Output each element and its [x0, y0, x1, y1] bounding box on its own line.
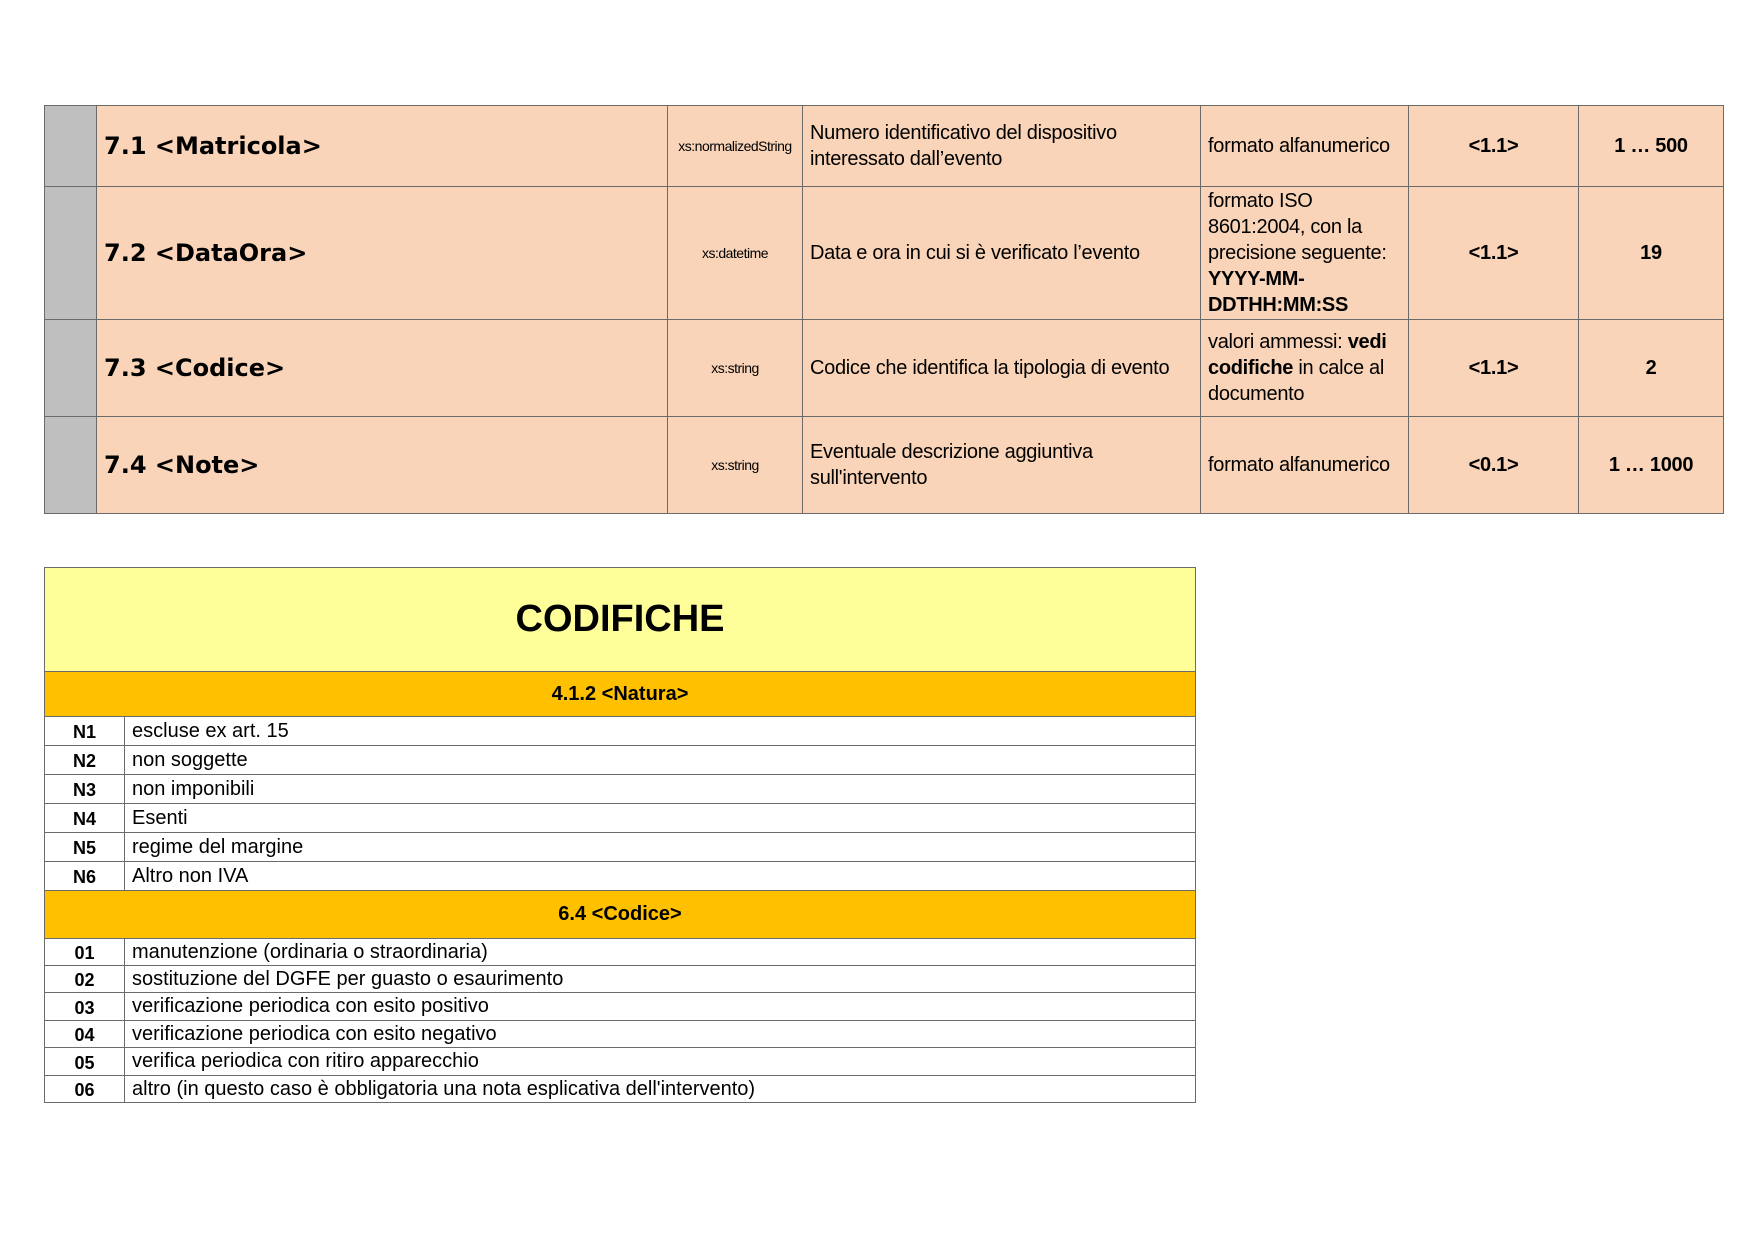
element-description: Codice che identifica la tipologia di evento: [803, 320, 1201, 417]
code-row: [45, 993, 1196, 1021]
code-value: N3: [45, 775, 125, 804]
element-occurrence: <1.1>: [1409, 187, 1579, 320]
element-type: xs:string: [668, 320, 803, 417]
code-value: 04: [45, 1021, 125, 1048]
code-value: 01: [45, 939, 125, 966]
code-value: 05: [45, 1048, 125, 1076]
code-row: [45, 833, 1196, 862]
element-name: 7.4 <Note>: [97, 417, 668, 514]
code-label: non imponibili: [125, 775, 1196, 804]
section-heading: 4.1.2 <Natura>: [45, 672, 1196, 717]
codifiche-table: [44, 567, 1196, 1103]
code-row: [45, 746, 1196, 775]
spec-row: [45, 187, 1724, 320]
code-label: verificazione periodica con esito positivo: [125, 993, 1196, 1021]
code-label: manutenzione (ordinaria o straordinaria): [125, 939, 1196, 966]
element-occurrence: <1.1>: [1409, 106, 1579, 187]
code-row: [45, 939, 1196, 966]
element-description: Numero identificativo del dispositivo interessato dall’evento: [803, 106, 1201, 187]
code-value: N1: [45, 717, 125, 746]
code-row: [45, 966, 1196, 993]
code-value: N5: [45, 833, 125, 862]
element-length: 2: [1579, 320, 1724, 417]
format-text: formato alfanumerico: [1208, 454, 1390, 476]
codifiche-title: CODIFICHE: [45, 568, 1196, 672]
code-label: escluse ex art. 15: [125, 717, 1196, 746]
element-occurrence: <1.1>: [1409, 320, 1579, 417]
code-label: verifica periodica con ritiro apparecchio: [125, 1048, 1196, 1076]
element-name: 7.2 <DataOra>: [97, 187, 668, 320]
element-description: Data e ora in cui si è verificato l’evento: [803, 187, 1201, 320]
spec-row: [45, 106, 1724, 187]
code-label: altro (in questo caso è obbligatoria una nota esplicativa dell'intervento): [125, 1076, 1196, 1103]
element-length: 1 … 1000: [1579, 417, 1724, 514]
element-name: 7.1 <Matricola>: [97, 106, 668, 187]
section-heading: 6.4 <Codice>: [45, 891, 1196, 939]
element-format: [1201, 187, 1409, 320]
element-name: 7.3 <Codice>: [97, 320, 668, 417]
element-occurrence: <0.1>: [1409, 417, 1579, 514]
row-marker: [45, 106, 97, 187]
code-row: [45, 775, 1196, 804]
section-heading-row: [45, 891, 1196, 939]
code-label: regime del margine: [125, 833, 1196, 862]
code-value: 02: [45, 966, 125, 993]
format-emphasis: YYYY-MM-DDTHH:MM:SS: [1208, 268, 1349, 316]
spec-row: [45, 320, 1724, 417]
element-length: 19: [1579, 187, 1724, 320]
row-marker: [45, 187, 97, 320]
element-format: [1201, 106, 1409, 187]
format-text: valori ammessi:: [1208, 331, 1348, 353]
element-description: Eventuale descrizione aggiuntiva sull'intervento: [803, 417, 1201, 514]
spec-table: [44, 105, 1724, 514]
element-format: [1201, 320, 1409, 417]
code-label: verificazione periodica con esito negativo: [125, 1021, 1196, 1048]
element-type: xs:normalizedString: [668, 106, 803, 187]
code-value: 03: [45, 993, 125, 1021]
format-text: in calce al documento: [1208, 357, 1384, 405]
row-marker: [45, 417, 97, 514]
code-label: Altro non IVA: [125, 862, 1196, 891]
format-text: formato alfanumerico: [1208, 135, 1390, 157]
code-row: [45, 1048, 1196, 1076]
section-heading-row: [45, 672, 1196, 717]
code-value: N6: [45, 862, 125, 891]
spec-table-body: [45, 106, 1724, 514]
code-value: 06: [45, 1076, 125, 1103]
code-label: non soggette: [125, 746, 1196, 775]
code-label: Esenti: [125, 804, 1196, 833]
code-value: N4: [45, 804, 125, 833]
code-row: [45, 717, 1196, 746]
codifiche-title-row: [45, 568, 1196, 672]
row-marker: [45, 320, 97, 417]
code-row: [45, 862, 1196, 891]
code-row: [45, 804, 1196, 833]
element-format: [1201, 417, 1409, 514]
spec-row: [45, 417, 1724, 514]
code-label: sostituzione del DGFE per guasto o esaurimento: [125, 966, 1196, 993]
format-text: formato ISO 8601:2004, con la precisione seguente:: [1208, 190, 1387, 264]
code-value: N2: [45, 746, 125, 775]
code-row: [45, 1021, 1196, 1048]
element-length: 1 … 500: [1579, 106, 1724, 187]
codifiche-table-body: [45, 568, 1196, 1103]
format-emphasis: vedi codifiche: [1208, 331, 1387, 379]
element-type: xs:string: [668, 417, 803, 514]
element-type: xs:datetime: [668, 187, 803, 320]
code-row: [45, 1076, 1196, 1103]
